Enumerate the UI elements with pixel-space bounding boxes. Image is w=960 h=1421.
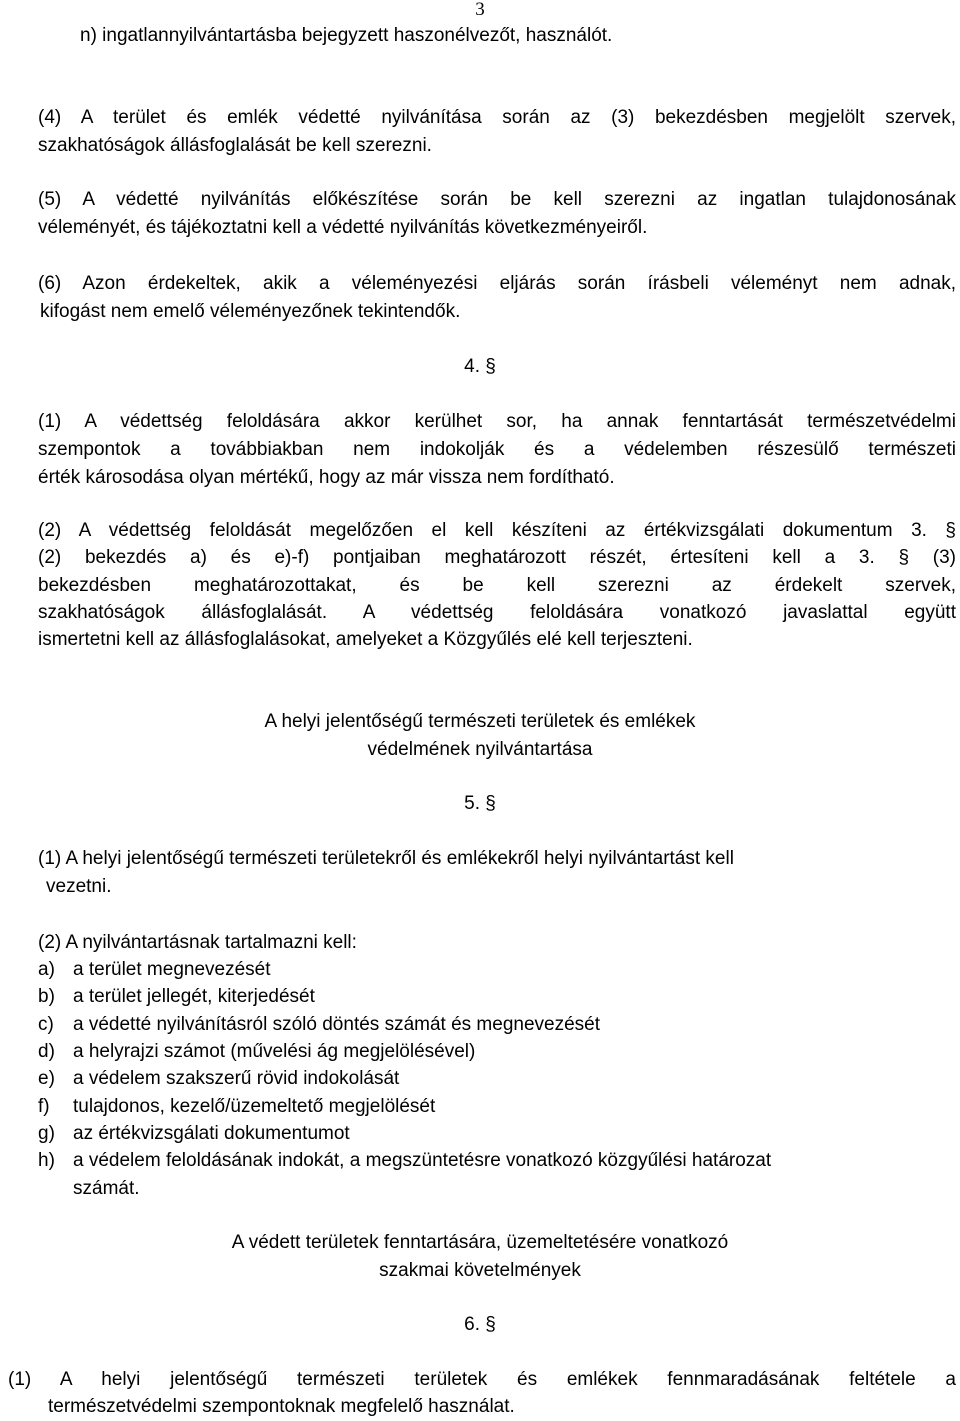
section-4-paragraph-1-line1: (1) A védettség feloldására akkor kerülhet sor, ha annak fenntartását természetvédelmi — [38, 411, 956, 432]
section-6-paragraph-1-line1: (1) A helyi jelentőségű természeti területek és emlékek fennmaradásának feltétele a — [8, 1369, 956, 1390]
section-5-paragraph-1-line1: (1) A helyi jelentőségű természeti területekről és emlékekről helyi nyilvántartást kell — [38, 848, 734, 869]
section-4-paragraph-2-line1: (2) A védettség feloldását megelőzően el kell készíteni az értékvizsgálati dokumentum 3. § — [38, 520, 956, 541]
list-item-label: e) — [38, 1068, 55, 1089]
paragraph-5-line1: (5) A védetté nyilvánítás előkészítése során be kell szerezni az ingatlan tulajdonosának — [38, 189, 956, 210]
list-item-text: az értékvizsgálati dokumentumot — [73, 1123, 350, 1144]
list-item-text: a terület megnevezését — [73, 959, 271, 980]
list-item-label: h) — [38, 1150, 55, 1171]
heading-2-line2: szakmai követelmények — [379, 1260, 581, 1281]
list-item-text: a védelem szakszerű rövid indokolását — [73, 1068, 400, 1089]
list-item — [38, 1038, 956, 1066]
heading-1-line2: védelmének nyilvántartása — [367, 739, 593, 760]
list-item — [38, 956, 956, 984]
list-item — [38, 1065, 956, 1093]
section-4-heading: 4. § — [464, 356, 496, 377]
section-5-heading: 5. § — [464, 793, 496, 814]
page-number: 3 — [475, 0, 485, 20]
list-item-label: f) — [38, 1096, 50, 1117]
section-4-paragraph-1-line3: érték károsodása olyan mértékű, hogy az már vissza nem fordítható. — [38, 467, 615, 488]
heading-1-line1: A helyi jelentőségű természeti területek és emlékek — [264, 711, 696, 732]
list-item-label: d) — [38, 1041, 55, 1062]
section-6-paragraph-1-line2: természetvédelmi szempontoknak megfelelő használat. — [48, 1396, 515, 1417]
list-item-n: n) ingatlannyilvántartásba bejegyzett haszonélvezőt, használót. — [80, 25, 613, 46]
section-5-paragraph-2-intro: (2) A nyilvántartásnak tartalmazni kell: — [38, 932, 357, 953]
section-4-paragraph-2-line3: bekezdésben meghatározottakat, és be kell szerezni az érdekelt szervek, — [38, 575, 956, 596]
list-item-text: a védelem feloldásának indokát, a megszüntetésre vonatkozó közgyűlési határozat — [73, 1150, 772, 1171]
list-item — [38, 1120, 956, 1148]
list-item — [38, 983, 956, 1011]
list-item-label: g) — [38, 1123, 55, 1144]
list-item-label: a) — [38, 959, 55, 980]
list-item-continuation: számát. — [73, 1178, 140, 1199]
list-item — [38, 1011, 956, 1039]
list-item — [38, 1147, 956, 1175]
list-item-label: c) — [38, 1014, 54, 1035]
section-4-paragraph-1-line2: szempontok a továbbiakban nem indokolják és a védelemben részesülő természeti — [38, 439, 956, 460]
list-item-text: a helyrajzi számot (művelési ág megjelölésével) — [73, 1041, 476, 1062]
list-item — [38, 1093, 956, 1121]
section-5-paragraph-1-line2: vezetni. — [46, 876, 112, 897]
paragraph-5-line2: véleményét, és tájékoztatni kell a védetté nyilvánítás következményeiről. — [38, 217, 648, 238]
list-item-text: a védetté nyilvánításról szóló döntés számát és megnevezését — [73, 1014, 601, 1035]
list-item-label: b) — [38, 986, 55, 1007]
section-4-paragraph-2-line4: szakhatóságok állásfoglalását. A védettség feloldására vonatkozó javaslattal együtt — [38, 602, 956, 623]
paragraph-4-line1: (4) A terület és emlék védetté nyilvánítása során az (3) bekezdésben megjelölt szervek, — [38, 107, 956, 128]
paragraph-6-line1: (6) Azon érdekeltek, akik a véleményezési eljárás során írásbeli véleményt nem adnak, — [38, 273, 956, 294]
list-item-text: a terület jellegét, kiterjedését — [73, 986, 315, 1007]
paragraph-6-line2: kifogást nem emelő véleményezőnek tekintendők. — [40, 301, 461, 322]
heading-2-line1: A védett területek fenntartására, üzemeltetésére vonatkozó — [231, 1232, 729, 1253]
section-4-paragraph-2-line5: ismertetni kell az állásfoglalásokat, amelyeket a Közgyűlés elé kell terjeszteni. — [38, 629, 693, 650]
list-item-text: tulajdonos, kezelő/üzemeltető megjelölését — [73, 1096, 436, 1117]
section-6-heading: 6. § — [464, 1314, 496, 1335]
paragraph-4-line2: szakhatóságok állásfoglalását be kell szerezni. — [38, 135, 432, 156]
section-4-paragraph-2-line2: (2) bekezdés a) és e)-f) pontjaiban meghatározott részét, értesíteni kell a 3. § (3) — [38, 547, 956, 568]
